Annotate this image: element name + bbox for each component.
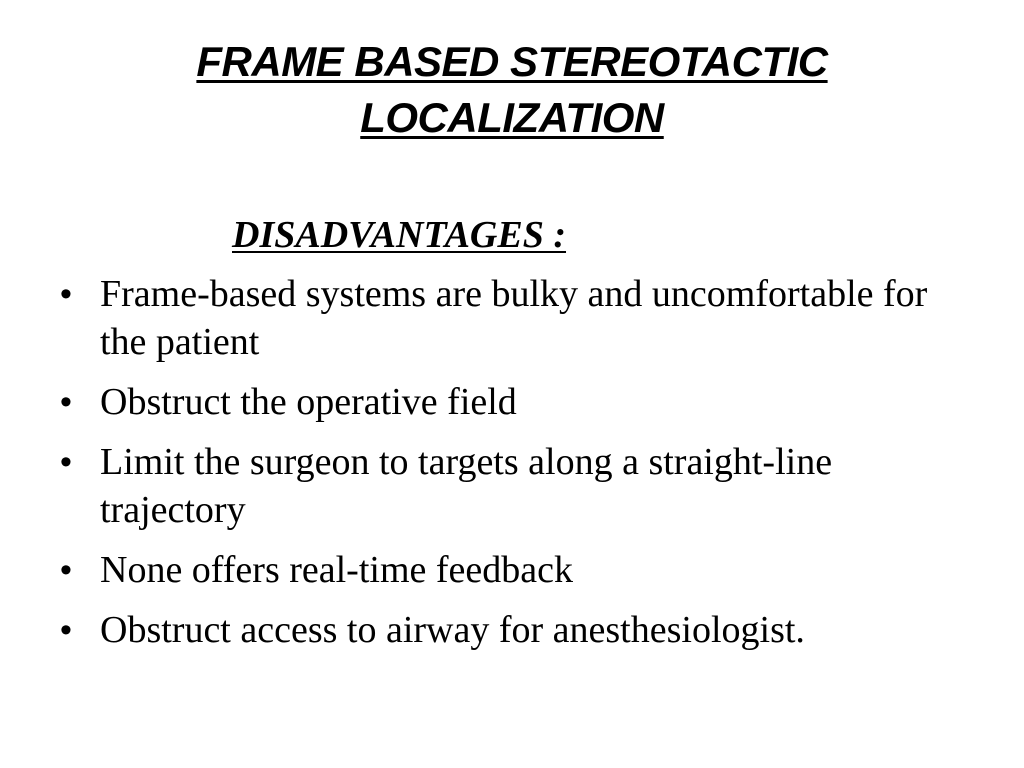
bullet-item [60,438,960,534]
bullet-text: None offers real-time feedback [100,549,573,591]
bullet-text: Obstruct the operative field [100,381,517,423]
bullet-text: Frame-based systems are bulky and uncomfortable for the patient [100,273,928,363]
bullet-text: Limit the surgeon to targets along a straight-line trajectory [100,441,833,531]
slide-title-line1: FRAME BASED STEREOTACTIC [196,38,828,85]
bullet-list [60,270,960,666]
bullet-text: Obstruct access to airway for anesthesiologist. [100,609,805,651]
bullet-item [60,378,960,426]
bullet-marker: • [60,275,72,313]
slide-title-line2: LOCALIZATION [360,94,664,141]
bullet-item [60,546,960,594]
slide-title [100,34,924,146]
bullet-marker: • [60,611,72,649]
bullet-marker: • [60,551,72,589]
bullet-item [60,270,960,366]
bullet-marker: • [60,383,72,421]
bullet-item [60,606,960,654]
subheading-disadvantages: DISADVANTAGES : [232,214,567,256]
bullet-marker: • [60,443,72,481]
